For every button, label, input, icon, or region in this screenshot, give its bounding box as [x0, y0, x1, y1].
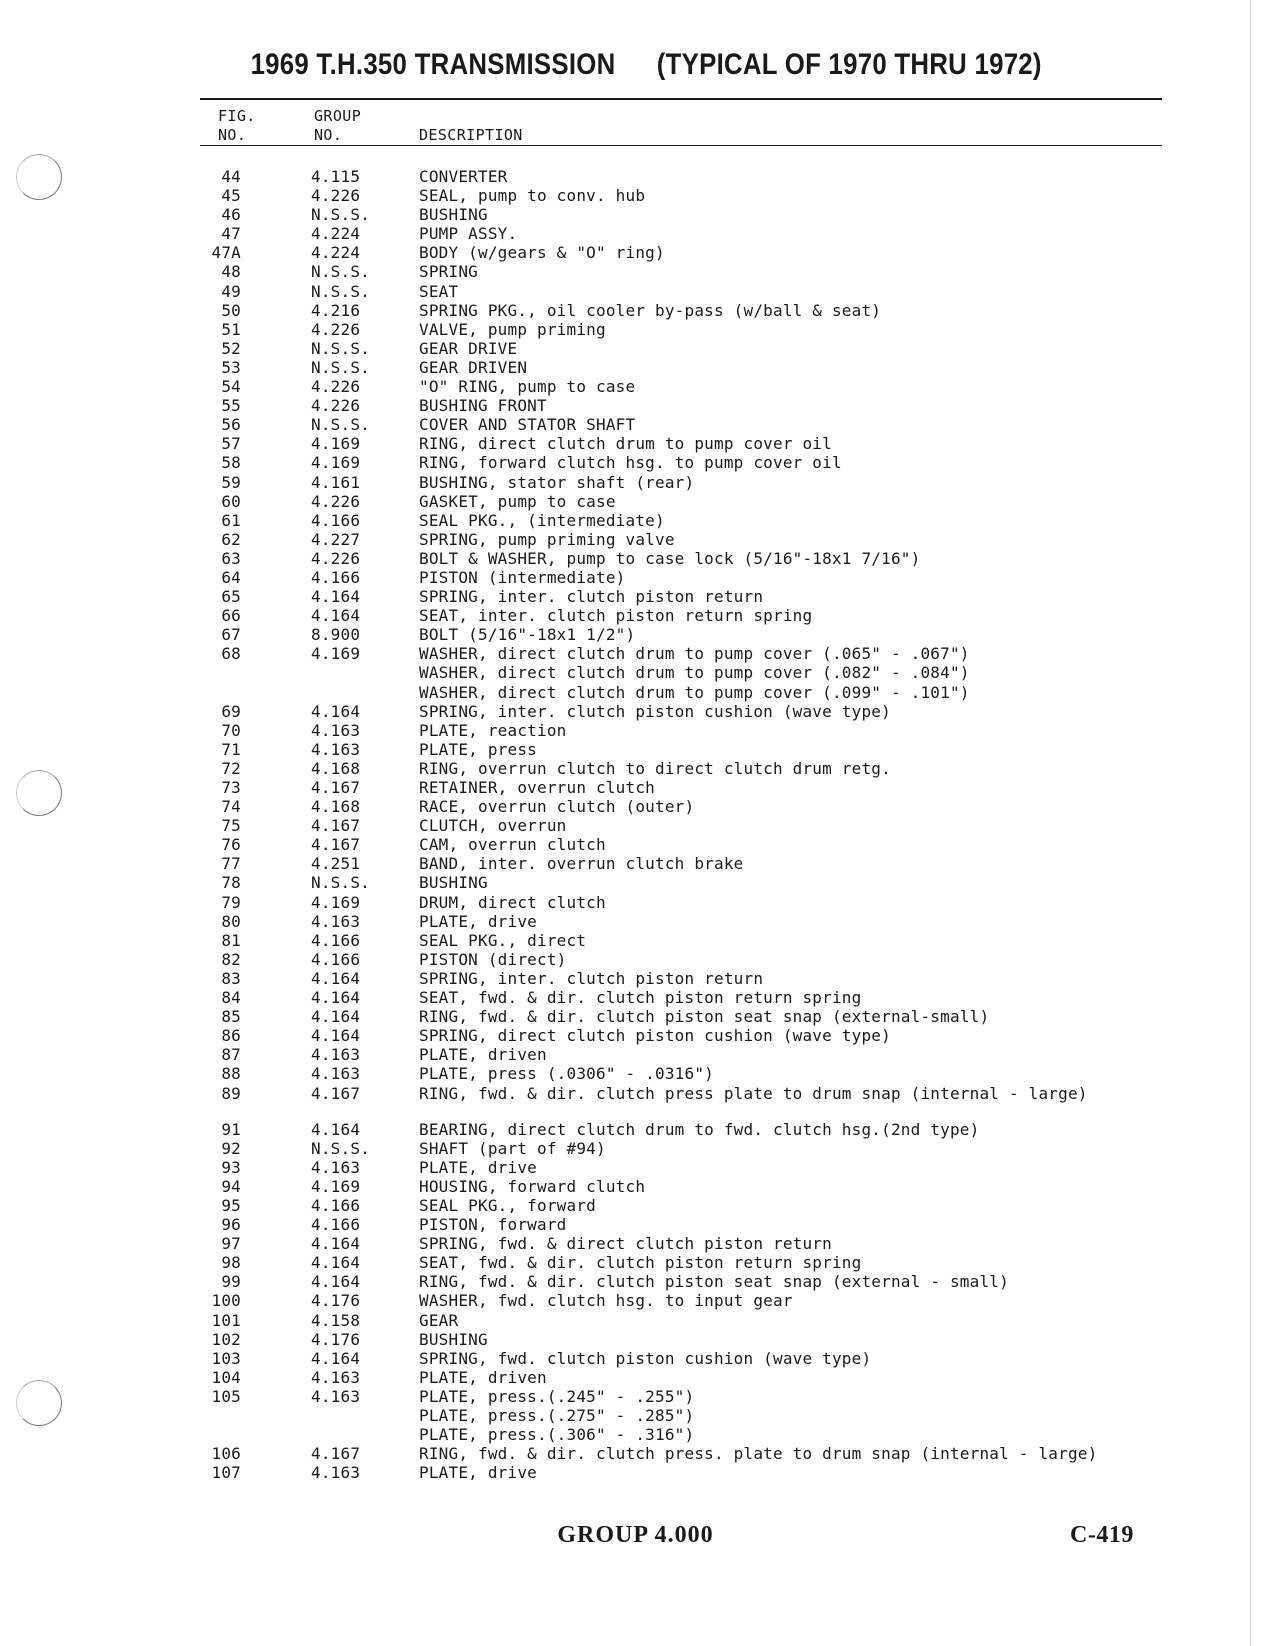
group-number: 4.169	[311, 892, 361, 912]
table-row	[200, 587, 1220, 606]
fig-number: 106	[211, 1444, 241, 1464]
group-number: 4.163	[311, 911, 361, 931]
table-row	[200, 434, 1220, 453]
description: VALVE, pump priming	[419, 319, 606, 339]
fig-number: 48	[221, 262, 241, 282]
fig-number: 63	[221, 548, 241, 568]
group-number: N.S.S.	[311, 1138, 370, 1158]
group-number: 4.163	[311, 1367, 361, 1387]
description: RING, forward clutch hsg. to pump cover oil	[419, 453, 842, 473]
table-row	[200, 339, 1220, 358]
table-row	[200, 721, 1220, 740]
description: SPRING, inter. clutch piston return	[419, 587, 764, 607]
table-row	[200, 1406, 1220, 1425]
group-number: 4.168	[311, 758, 361, 778]
description: SPRING	[419, 262, 478, 282]
fig-number: 44	[221, 167, 241, 186]
fig-number: 75	[221, 816, 241, 836]
description: COVER AND STATOR SHAFT	[419, 415, 636, 435]
fig-number: 66	[221, 606, 241, 626]
description: BOLT (5/16"-18x1 1/2")	[419, 625, 636, 645]
table-row	[200, 1120, 1220, 1139]
fig-number: 65	[221, 587, 241, 607]
table-row	[200, 186, 1220, 205]
description: GASKET, pump to case	[419, 491, 616, 511]
table-row	[200, 377, 1220, 396]
table-row	[200, 835, 1220, 854]
group-number: 4.176	[311, 1329, 361, 1349]
description: SPRING, pump priming valve	[419, 529, 675, 549]
group-number: 4.166	[311, 1215, 361, 1235]
group-number: 4.166	[311, 949, 361, 969]
table-row	[200, 893, 1220, 912]
description: PUMP ASSY.	[419, 224, 518, 244]
fig-number: 69	[221, 701, 241, 721]
description: CONVERTER	[419, 167, 508, 186]
fig-number: 83	[221, 968, 241, 988]
description: HOUSING, forward clutch	[419, 1176, 646, 1196]
description: RING, fwd. & dir. clutch press plate to drum snap (internal - large)	[419, 1083, 1088, 1103]
punch-hole-middle	[16, 770, 62, 816]
group-number: 4.164	[311, 606, 361, 626]
parts-table	[200, 167, 1220, 1482]
description: CLUTCH, overrun	[419, 816, 567, 836]
group-number: N.S.S.	[311, 281, 370, 301]
description: GEAR DRIVEN	[419, 357, 528, 377]
description: RING, fwd. & dir. clutch piston seat snap (external-small)	[419, 1007, 990, 1027]
fig-number: 103	[211, 1348, 241, 1368]
description: SPRING, direct clutch piston cushion (wave type)	[419, 1026, 891, 1046]
table-row	[200, 778, 1220, 797]
table-row	[200, 549, 1220, 568]
fig-number: 45	[221, 186, 241, 206]
description: GEAR	[419, 1310, 459, 1330]
fig-number: 81	[221, 930, 241, 950]
table-row	[200, 320, 1220, 339]
table-row	[200, 702, 1220, 721]
group-number: 4.167	[311, 1083, 361, 1103]
group-number: 4.168	[311, 797, 361, 817]
col-header-group-line2: NO.	[314, 126, 343, 144]
group-number: 4.216	[311, 300, 361, 320]
description: PISTON, forward	[419, 1215, 567, 1235]
group-number: 4.163	[311, 1157, 361, 1177]
description: BUSHING, stator shaft (rear)	[419, 472, 695, 492]
table-row	[200, 301, 1220, 320]
description: PLATE, press.(.306" - .316")	[419, 1425, 695, 1445]
group-number: 8.900	[311, 625, 361, 645]
table-row	[200, 492, 1220, 511]
fig-number: 100	[211, 1291, 241, 1311]
group-number: 4.166	[311, 1195, 361, 1215]
group-number: 4.164	[311, 1007, 361, 1027]
fig-number: 82	[221, 949, 241, 969]
group-number: 4.164	[311, 1234, 361, 1254]
group-number: 4.226	[311, 548, 361, 568]
fig-number: 96	[221, 1215, 241, 1235]
fig-number: 47	[221, 224, 241, 244]
fig-number: 50	[221, 300, 241, 320]
group-number: 4.169	[311, 644, 361, 664]
description: SPRING, fwd. clutch piston cushion (wave type)	[419, 1348, 872, 1368]
description: RING, fwd. & dir. clutch piston seat snap (external - small)	[419, 1272, 1009, 1292]
fig-number: 93	[221, 1157, 241, 1177]
fig-number: 61	[221, 510, 241, 530]
table-row	[200, 396, 1220, 415]
description: BEARING, direct clutch drum to fwd. clutch hsg.(2nd type)	[419, 1119, 980, 1139]
fig-number: 84	[221, 988, 241, 1008]
fig-number: 49	[221, 281, 241, 301]
table-row	[200, 167, 1220, 186]
group-number: 4.226	[311, 319, 361, 339]
fig-number: 98	[221, 1253, 241, 1273]
page-title	[100, 48, 1193, 82]
group-number: 4.224	[311, 243, 361, 263]
fig-number: 94	[221, 1176, 241, 1196]
description: SPRING, inter. clutch piston cushion (wave type)	[419, 701, 891, 721]
description: SEAT, inter. clutch piston return spring	[419, 606, 813, 626]
group-number: 4.169	[311, 434, 361, 454]
description: PISTON (intermediate)	[419, 567, 626, 587]
fig-number: 77	[221, 854, 241, 874]
fig-number: 56	[221, 415, 241, 435]
table-row	[200, 969, 1220, 988]
description: BUSHING	[419, 205, 488, 225]
fig-number: 70	[221, 720, 241, 740]
group-number: 4.164	[311, 1119, 361, 1139]
description: RACE, overrun clutch (outer)	[419, 797, 695, 817]
description: BAND, inter. overrun clutch brake	[419, 854, 744, 874]
table-row	[200, 1272, 1220, 1291]
group-number: 4.251	[311, 854, 361, 874]
description: PLATE, drive	[419, 1157, 537, 1177]
group-number: 4.166	[311, 930, 361, 950]
fig-number: 60	[221, 491, 241, 511]
group-number: 4.169	[311, 1176, 361, 1196]
fig-number: 57	[221, 434, 241, 454]
footer-page-number: C-419	[1070, 1522, 1134, 1548]
table-row	[200, 663, 1220, 682]
table-row	[200, 1311, 1220, 1330]
punch-hole-bottom	[16, 1380, 62, 1426]
header-bottom-rule	[200, 145, 1162, 146]
table-row	[200, 1291, 1220, 1310]
table-row	[200, 415, 1220, 434]
description: SPRING, fwd. & direct clutch piston return	[419, 1234, 832, 1254]
description: SEAT	[419, 281, 459, 301]
fig-number: 99	[221, 1272, 241, 1292]
group-number: 4.164	[311, 1026, 361, 1046]
table-row	[200, 1387, 1220, 1406]
description: RING, overrun clutch to direct clutch drum retg.	[419, 758, 891, 778]
fig-number: 79	[221, 892, 241, 912]
description: PLATE, press.(.245" - .255")	[419, 1386, 695, 1406]
description: SEAL PKG., (intermediate)	[419, 510, 665, 530]
group-number: 4.169	[311, 453, 361, 473]
table-row	[200, 511, 1220, 530]
group-number: 4.167	[311, 1444, 361, 1464]
description: PLATE, reaction	[419, 720, 567, 740]
description: BUSHING FRONT	[419, 396, 547, 416]
punch-hole-top	[16, 154, 62, 200]
description: SEAL, pump to conv. hub	[419, 186, 646, 206]
table-row	[200, 1084, 1220, 1103]
group-number: 4.163	[311, 1386, 361, 1406]
col-header-fig-line2: NO.	[218, 126, 247, 144]
description: WASHER, fwd. clutch hsg. to input gear	[419, 1291, 793, 1311]
table-row	[200, 931, 1220, 950]
table-row	[200, 873, 1220, 892]
table-row	[200, 358, 1220, 377]
group-number: 4.164	[311, 968, 361, 988]
fig-number: 95	[221, 1195, 241, 1215]
table-row	[200, 282, 1220, 301]
group-number: 4.164	[311, 1348, 361, 1368]
table-row	[200, 644, 1220, 663]
table-row	[200, 816, 1220, 835]
table-row	[200, 797, 1220, 816]
table-row	[200, 243, 1220, 262]
table-row	[200, 1234, 1220, 1253]
fig-number: 67	[221, 625, 241, 645]
title-typical: (TYPICAL OF 1970 THRU 1972)	[656, 48, 1042, 81]
table-row	[200, 1425, 1220, 1444]
fig-number: 85	[221, 1007, 241, 1027]
table-row	[200, 1196, 1220, 1215]
fig-number: 55	[221, 396, 241, 416]
description: "O" RING, pump to case	[419, 377, 636, 397]
description: PLATE, press (.0306" - .0316")	[419, 1064, 714, 1084]
fig-number: 105	[211, 1386, 241, 1406]
table-row	[200, 473, 1220, 492]
group-number: N.S.S.	[311, 338, 370, 358]
table-row	[200, 1064, 1220, 1083]
table-row	[200, 224, 1220, 243]
fig-number: 107	[211, 1463, 241, 1483]
col-header-fig	[218, 107, 256, 145]
table-row	[200, 625, 1220, 644]
fig-number: 59	[221, 472, 241, 492]
description: BOLT & WASHER, pump to case lock (5/16"-18x1 7/16")	[419, 548, 921, 568]
fig-number: 91	[221, 1119, 241, 1139]
table-row	[200, 1215, 1220, 1234]
group-number: 4.224	[311, 224, 361, 244]
fig-number: 62	[221, 529, 241, 549]
group-number: N.S.S.	[311, 873, 370, 893]
fig-number: 52	[221, 338, 241, 358]
fig-number: 92	[221, 1138, 241, 1158]
description: SEAL PKG., forward	[419, 1195, 596, 1215]
description: BUSHING	[419, 873, 488, 893]
table-row	[200, 1463, 1220, 1482]
group-number: N.S.S.	[311, 415, 370, 435]
group-number: 4.164	[311, 1272, 361, 1292]
page-edge-line	[1250, 0, 1251, 1646]
table-row	[200, 683, 1220, 702]
table-row	[200, 568, 1220, 587]
group-number: 4.115	[311, 167, 361, 186]
fig-number: 74	[221, 797, 241, 817]
fig-number: 72	[221, 758, 241, 778]
description: PLATE, press.(.275" - .285")	[419, 1406, 695, 1425]
fig-number: 88	[221, 1064, 241, 1084]
fig-number: 53	[221, 357, 241, 377]
fig-number: 54	[221, 377, 241, 397]
group-number: 4.227	[311, 529, 361, 549]
group-number: 4.167	[311, 778, 361, 797]
group-number: 4.164	[311, 988, 361, 1008]
fig-number: 47A	[211, 243, 241, 263]
group-number: 4.167	[311, 835, 361, 855]
table-row	[200, 453, 1220, 472]
fig-number: 104	[211, 1367, 241, 1387]
fig-number: 68	[221, 644, 241, 664]
table-row	[200, 1045, 1220, 1064]
title-main: 1969 T.H.350 TRANSMISSION	[250, 48, 616, 81]
table-row	[200, 1177, 1220, 1196]
fig-number: 78	[221, 873, 241, 893]
description: CAM, overrun clutch	[419, 835, 606, 855]
group-number: 4.163	[311, 720, 361, 740]
col-header-group-line1: GROUP	[314, 107, 362, 125]
group-number: N.S.S.	[311, 205, 370, 225]
description: WASHER, direct clutch drum to pump cover (.065" - .067")	[419, 644, 970, 664]
table-row	[200, 205, 1220, 224]
table-row	[200, 1139, 1220, 1158]
table-row	[200, 262, 1220, 281]
description: PLATE, drive	[419, 911, 537, 931]
table-row	[200, 740, 1220, 759]
description: BUSHING	[419, 1329, 488, 1349]
table-row	[200, 530, 1220, 549]
description: SHAFT (part of #94)	[419, 1138, 606, 1158]
table-row	[200, 606, 1220, 625]
description: SEAT, fwd. & dir. clutch piston return spring	[419, 988, 862, 1008]
group-number: 4.163	[311, 739, 361, 759]
description: SEAT, fwd. & dir. clutch piston return spring	[419, 1253, 862, 1273]
table-row	[200, 1330, 1220, 1349]
table-row	[200, 1444, 1220, 1463]
description: SEAL PKG., direct	[419, 930, 587, 950]
group-number: 4.176	[311, 1291, 361, 1311]
group-number: 4.166	[311, 567, 361, 587]
table-row	[200, 1253, 1220, 1272]
fig-number: 51	[221, 319, 241, 339]
description: SPRING PKG., oil cooler by-pass (w/ball & seat)	[419, 300, 882, 320]
description: PLATE, driven	[419, 1367, 547, 1387]
table-row	[200, 854, 1220, 873]
col-header-description: DESCRIPTION	[419, 126, 523, 144]
description: PISTON (direct)	[419, 949, 567, 969]
group-number: 4.226	[311, 186, 361, 206]
description: WASHER, direct clutch drum to pump cover (.082" - .084")	[419, 663, 970, 683]
table-row	[200, 1158, 1220, 1177]
description: PLATE, driven	[419, 1045, 547, 1065]
fig-number: 102	[211, 1329, 241, 1349]
description: BODY (w/gears & "O" ring)	[419, 243, 665, 263]
table-row	[200, 759, 1220, 778]
fig-number: 76	[221, 835, 241, 855]
group-number: 4.164	[311, 701, 361, 721]
fig-number: 71	[221, 739, 241, 759]
group-number: 4.226	[311, 396, 361, 416]
description: PLATE, drive	[419, 1463, 537, 1483]
table-row	[200, 1368, 1220, 1387]
description: WASHER, direct clutch drum to pump cover (.099" - .101")	[419, 682, 970, 702]
fig-number: 46	[221, 205, 241, 225]
fig-number: 87	[221, 1045, 241, 1065]
header-top-rule	[200, 98, 1162, 100]
fig-number: 97	[221, 1234, 241, 1254]
fig-number: 86	[221, 1026, 241, 1046]
table-row	[200, 1026, 1220, 1045]
group-number: N.S.S.	[311, 262, 370, 282]
table-row	[200, 1349, 1220, 1368]
group-number: 4.226	[311, 377, 361, 397]
col-header-fig-line1: FIG.	[218, 107, 256, 125]
fig-number: 80	[221, 911, 241, 931]
group-number: N.S.S.	[311, 357, 370, 377]
group-number: 4.161	[311, 472, 361, 492]
col-header-group	[314, 107, 361, 145]
description: RING, direct clutch drum to pump cover oil	[419, 434, 832, 454]
fig-number: 73	[221, 778, 241, 797]
group-number: 4.163	[311, 1045, 361, 1065]
group-number: 4.163	[311, 1064, 361, 1084]
description: GEAR DRIVE	[419, 338, 518, 358]
group-number: 4.226	[311, 491, 361, 511]
table-row	[200, 1007, 1220, 1026]
group-number: 4.164	[311, 1253, 361, 1273]
footer-group-label: GROUP 4.000	[557, 1522, 714, 1548]
description: SPRING, inter. clutch piston return	[419, 968, 764, 988]
fig-number: 64	[221, 567, 241, 587]
table-row	[200, 988, 1220, 1007]
description: RING, fwd. & dir. clutch press. plate to drum snap (internal - large)	[419, 1444, 1098, 1464]
table-row	[200, 912, 1220, 931]
group-number: 4.163	[311, 1463, 361, 1483]
group-number: 4.167	[311, 816, 361, 836]
fig-number: 101	[211, 1310, 241, 1330]
fig-number: 58	[221, 453, 241, 473]
description: PLATE, press	[419, 739, 537, 759]
table-row	[200, 950, 1220, 969]
group-number: 4.164	[311, 587, 361, 607]
group-number: 4.166	[311, 510, 361, 530]
group-number: 4.158	[311, 1310, 361, 1330]
fig-number: 89	[221, 1083, 241, 1103]
description: DRUM, direct clutch	[419, 892, 606, 912]
description: RETAINER, overrun clutch	[419, 778, 655, 797]
